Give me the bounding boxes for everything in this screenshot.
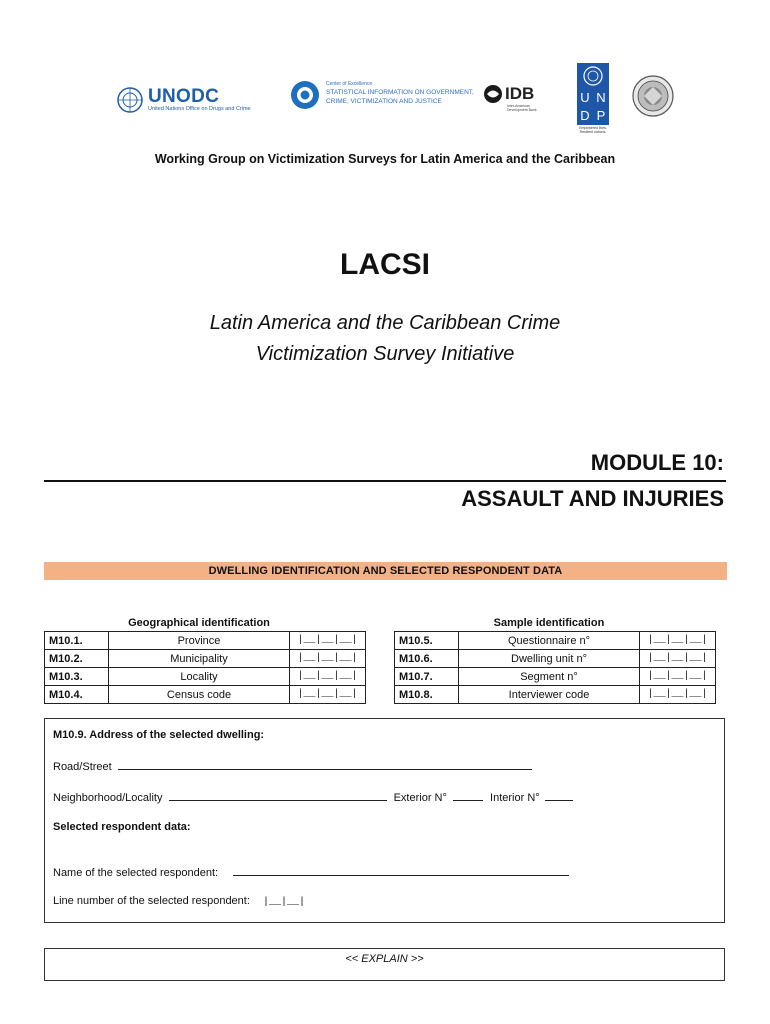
module-title: ASSAULT AND INJURIES (461, 486, 724, 511)
explain-box (44, 948, 725, 981)
field-label: Segment n° (459, 668, 640, 686)
ceco-line-3: CRIME, VICTIMIZATION AND JUSTICE (326, 98, 442, 105)
census-code-input[interactable]: |__|__|__| (290, 686, 366, 704)
idb-emblem-icon (483, 83, 505, 105)
respondent-line-row (53, 895, 305, 908)
idb-wordmark: IDB (505, 84, 535, 103)
unodc-logo (116, 86, 261, 114)
undp-letter-n: N (596, 90, 606, 105)
subtitle-line-2: Victimization Survey Initiative (255, 343, 515, 365)
working-group-title: Working Group on Victimization Surveys for Latin America and the Caribbean (154, 152, 616, 166)
idb-subtitle: Inter-American Development Bank (507, 104, 537, 112)
ceco-line-1: Center of Excellence (326, 81, 373, 87)
oas-seal-logo (632, 75, 674, 117)
un-emblem-icon (116, 86, 144, 114)
interior-number-label: Interior N° (490, 792, 540, 804)
table-row (45, 650, 366, 668)
sample-identification-table (394, 614, 716, 704)
questionnaire-number-input[interactable]: |__|__|__| (640, 632, 716, 650)
field-label: Interviewer code (459, 686, 640, 704)
geographical-identification-header: Geographical identification (128, 616, 270, 629)
ceco-line-2: STATISTICAL INFORMATION ON GOVERNMENT, (326, 89, 474, 96)
explain-text: << EXPLAIN >> (345, 953, 424, 965)
field-code: M10.2. (45, 650, 109, 668)
field-label: Census code (109, 686, 290, 704)
locality-code-input[interactable]: |__|__|__| (290, 668, 366, 686)
neighborhood-field[interactable] (169, 790, 387, 801)
document-title: LACSI (340, 248, 430, 281)
field-code: M10.7. (395, 668, 459, 686)
un-emblem-icon (582, 65, 604, 87)
address-heading: M10.9. Address of the selected dwelling: (53, 729, 265, 741)
document-subtitle (0, 308, 770, 370)
field-label: Locality (109, 668, 290, 686)
module-divider (44, 480, 726, 482)
undp-logo (574, 63, 612, 135)
segment-number-input[interactable]: |__|__|__| (640, 668, 716, 686)
field-code: M10.8. (395, 686, 459, 704)
undp-letter-d: D (580, 108, 590, 123)
table-row (395, 668, 716, 686)
field-code: M10.1. (45, 632, 109, 650)
field-label: Municipality (109, 650, 290, 668)
module-number: MODULE 10: (590, 450, 724, 475)
respondent-name-field[interactable] (233, 865, 569, 876)
exterior-number-label: Exterior N° (393, 792, 447, 804)
interviewer-code-input[interactable]: |__|__|__| (640, 686, 716, 704)
unodc-wordmark: UNODC (148, 86, 220, 107)
selected-respondent-heading: Selected respondent data: (53, 821, 191, 833)
address-section (44, 718, 725, 923)
idb-logo (483, 83, 545, 115)
center-of-excellence-logo (290, 78, 474, 116)
table-row (45, 632, 366, 650)
undp-tagline: Empowered lives. Resilient nations. (579, 126, 607, 134)
sample-identification-header: Sample identification (493, 616, 605, 629)
field-label: Province (109, 632, 290, 650)
road-street-row (53, 759, 532, 773)
road-street-label: Road/Street (53, 761, 112, 773)
field-code: M10.6. (395, 650, 459, 668)
table-row (395, 686, 716, 704)
field-label: Questionnaire n° (459, 632, 640, 650)
table-row (395, 632, 716, 650)
center-of-excellence-icon (290, 78, 320, 112)
subtitle-line-1: Latin America and the Caribbean Crime (209, 312, 561, 334)
unodc-subtitle: United Nations Office on Drugs and Crime (148, 106, 251, 112)
road-street-field[interactable] (118, 759, 532, 770)
respondent-line-label: Line number of the selected respondent: (53, 895, 250, 907)
field-label: Dwelling unit n° (459, 650, 640, 668)
table-row (45, 668, 366, 686)
municipality-code-input[interactable]: |__|__|__| (290, 650, 366, 668)
interior-number-field[interactable] (545, 790, 573, 801)
respondent-name-row (53, 865, 569, 879)
undp-letter-u: U (580, 90, 590, 105)
dwelling-unit-number-input[interactable]: |__|__|__| (640, 650, 716, 668)
respondent-line-number-input[interactable]: |__|__| (262, 897, 305, 908)
neighborhood-label: Neighborhood/Locality (53, 792, 163, 804)
table-row (395, 650, 716, 668)
neighborhood-row (53, 790, 573, 804)
geographical-identification-table (44, 614, 366, 704)
oas-seal-icon (632, 75, 674, 117)
exterior-number-field[interactable] (453, 790, 483, 801)
field-code: M10.5. (395, 632, 459, 650)
respondent-name-label: Name of the selected respondent: (53, 867, 219, 879)
table-row (45, 686, 366, 704)
section-band-title: DWELLING IDENTIFICATION AND SELECTED RESPONDENT DATA (44, 562, 727, 580)
field-code: M10.3. (45, 668, 109, 686)
undp-letter-p: P (596, 108, 606, 123)
province-code-input[interactable]: |__|__|__| (290, 632, 366, 650)
field-code: M10.4. (45, 686, 109, 704)
